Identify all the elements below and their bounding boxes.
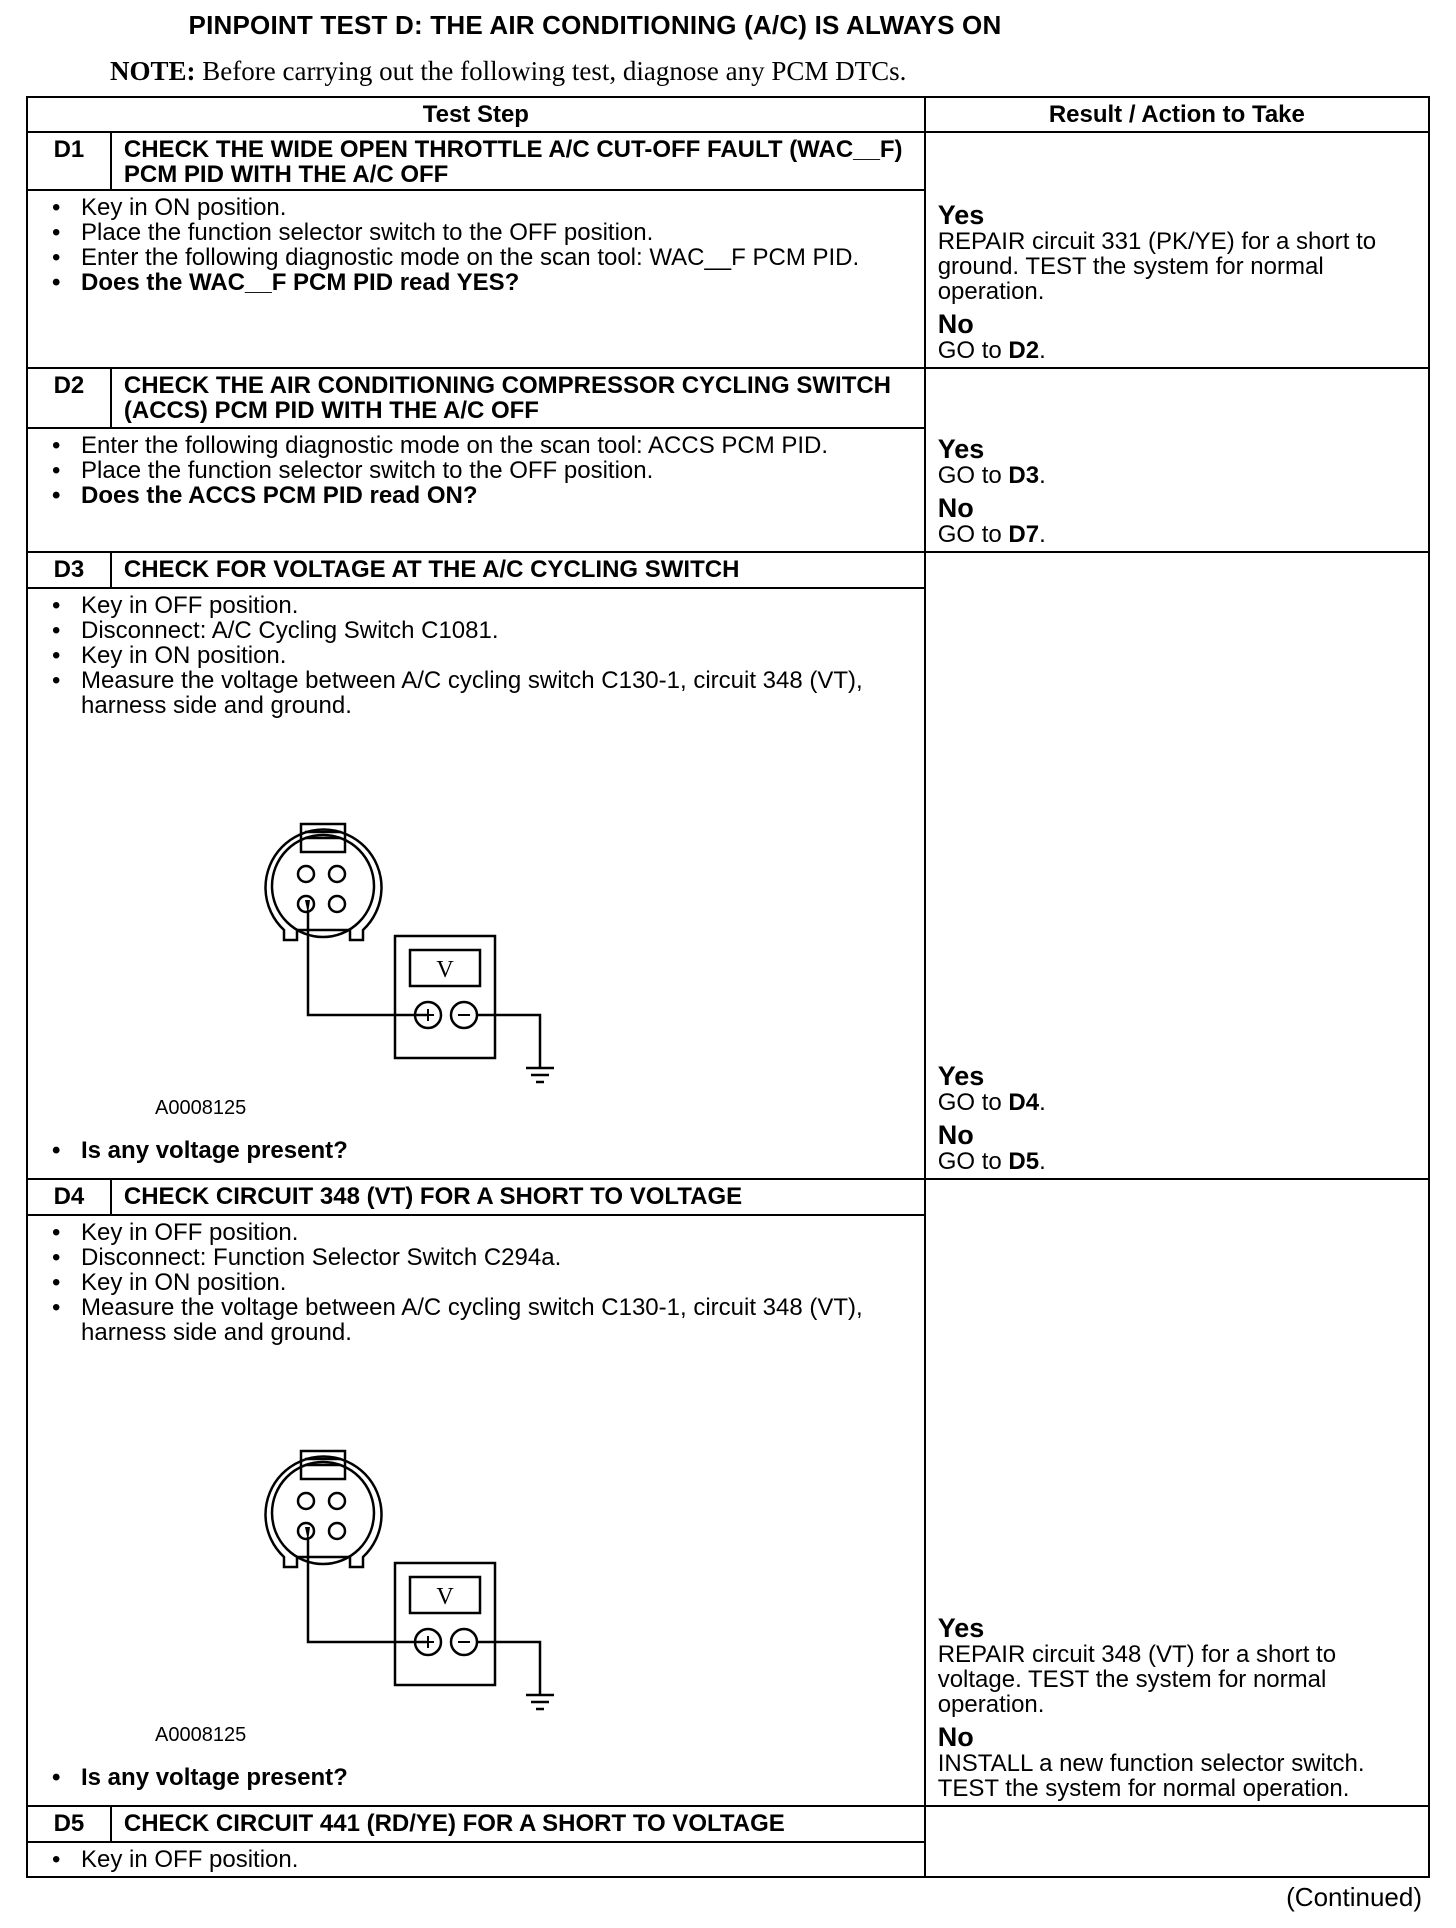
no-label: No <box>937 1722 974 1752</box>
yes-action: GO to D3. <box>937 462 1046 489</box>
step-list <box>40 195 914 295</box>
step-list <box>40 1220 914 1345</box>
no-label: No <box>937 1120 974 1150</box>
yes-label: Yes <box>937 434 985 464</box>
connector-pin <box>329 896 345 912</box>
yes-action: REPAIR circuit 331 (PK/YE) for a short to ground. TEST the system for normal operation. <box>937 228 1377 305</box>
step-d4-result <box>925 1179 1429 1806</box>
step-bullet: • Disconnect: A/C Cycling Switch C1081. <box>40 618 914 643</box>
test-step-header: Test Step <box>27 97 925 132</box>
step-title: CHECK FOR VOLTAGE AT THE A/C CYCLING SWITCH <box>111 552 925 588</box>
no-action: GO to D2. <box>937 337 1046 364</box>
yes-label: Yes <box>937 200 985 230</box>
step-id: D1 <box>27 132 111 190</box>
result-header: Result / Action to Take <box>925 97 1429 132</box>
connector-inner <box>272 835 374 937</box>
step-bullet: • Key in OFF position. <box>40 1220 914 1245</box>
step-d3-result <box>925 552 1429 1179</box>
connector-voltmeter-illustration <box>40 718 640 1088</box>
connector-pin <box>329 866 345 882</box>
connector-inner <box>272 1462 374 1564</box>
connector-pin <box>298 866 314 882</box>
step-d1-body <box>27 190 925 368</box>
ground-lead <box>477 1015 540 1068</box>
figure-id: A0008125 <box>155 1097 247 1119</box>
no-action: GO to D7. <box>937 521 1046 548</box>
step-title: CHECK CIRCUIT 441 (RD/YE) FOR A SHORT TO VOLTAGE <box>111 1806 925 1842</box>
step-d5-result <box>925 1806 1429 1877</box>
step-d1-result <box>925 132 1429 368</box>
step-bullet: • Measure the voltage between A/C cycling switch C130-1, circuit 348 (VT), harness side and ground. <box>40 668 914 718</box>
header-row <box>27 97 1429 132</box>
step-bullet: • Place the function selector switch to the OFF position. <box>40 458 914 483</box>
step-id: D4 <box>27 1179 111 1215</box>
step-d2-body <box>27 428 925 552</box>
voltmeter-label: V <box>436 1584 454 1610</box>
step-bullet: • Key in OFF position. <box>40 1847 914 1872</box>
yes-label: Yes <box>937 1061 985 1091</box>
step-bullet: • Enter the following diagnostic mode on the scan tool: ACCS PCM PID. <box>40 433 914 458</box>
voltage-measurement-diagram <box>40 718 914 1138</box>
yes-label: Yes <box>937 1613 985 1643</box>
note-text: Before carrying out the following test, diagnose any PCM DTCs. <box>202 56 907 86</box>
connector-outline <box>266 830 382 940</box>
step-bullet: • Disconnect: Function Selector Switch C294a. <box>40 1245 914 1270</box>
yes-action: REPAIR circuit 348 (VT) for a short to voltage. TEST the system for normal operation. <box>937 1641 1337 1718</box>
connector-voltmeter-illustration <box>40 1345 640 1715</box>
step-d5-title-row <box>27 1806 1429 1842</box>
step-d2-result <box>925 368 1429 552</box>
step-title: CHECK THE WIDE OPEN THROTTLE A/C CUT-OFF FAULT (WAC__F) PCM PID WITH THE A/C OFF <box>111 132 925 190</box>
step-d1-title-row <box>27 132 1429 190</box>
step-question: • Is any voltage present? <box>40 1765 914 1790</box>
step-d2-title-row <box>27 368 1429 428</box>
step-id: D5 <box>27 1806 111 1842</box>
ground-lead <box>477 1642 540 1695</box>
step-title: CHECK THE AIR CONDITIONING COMPRESSOR CYCLING SWITCH (ACCS) PCM PID WITH THE A/C OFF <box>111 368 925 428</box>
step-bullet: • Measure the voltage between A/C cycling switch C130-1, circuit 348 (VT), harness side and ground. <box>40 1295 914 1345</box>
step-bullet: • Place the function selector switch to the OFF position. <box>40 220 914 245</box>
step-bullet: • Key in ON position. <box>40 1270 914 1295</box>
step-d4-body <box>27 1215 925 1806</box>
step-id: D3 <box>27 552 111 588</box>
connector-pin <box>329 1493 345 1509</box>
figure-id: A0008125 <box>155 1724 247 1746</box>
step-id: D2 <box>27 368 111 428</box>
step-bullet: • Enter the following diagnostic mode on the scan tool: WAC__F PCM PID. <box>40 245 914 270</box>
step-d4-title-row <box>27 1179 1429 1215</box>
continued-label: (Continued) <box>1286 1882 1422 1912</box>
step-d5-body <box>27 1842 925 1877</box>
no-label: No <box>937 493 974 523</box>
note <box>110 56 906 87</box>
connector-outline <box>266 1457 382 1567</box>
step-question: • Does the ACCS PCM PID read ON? <box>40 483 914 508</box>
no-action: INSTALL a new function selector switch. TEST the system for normal operation. <box>937 1750 1365 1802</box>
voltmeter-label: V <box>436 957 454 983</box>
step-list <box>40 1138 914 1163</box>
note-label: NOTE: <box>110 56 196 86</box>
no-action: GO to D5. <box>937 1148 1046 1175</box>
step-list <box>40 433 914 508</box>
step-d3-title-row <box>27 552 1429 588</box>
pinpoint-test-table <box>26 96 1430 1878</box>
step-list <box>40 593 914 718</box>
connector-pin <box>298 1493 314 1509</box>
step-bullet: • Key in ON position. <box>40 643 914 668</box>
step-list <box>40 1765 914 1790</box>
step-title: CHECK CIRCUIT 348 (VT) FOR A SHORT TO VOLTAGE <box>111 1179 925 1215</box>
step-bullet: • Key in OFF position. <box>40 593 914 618</box>
step-question: • Is any voltage present? <box>40 1138 914 1163</box>
no-label: No <box>937 309 974 339</box>
step-list <box>40 1847 914 1872</box>
step-question: • Does the WAC__F PCM PID read YES? <box>40 270 914 295</box>
yes-action: GO to D4. <box>937 1089 1046 1116</box>
page-title: PINPOINT TEST D: THE AIR CONDITIONING (A/C) IS ALWAYS ON <box>188 10 1002 40</box>
step-d3-body <box>27 588 925 1179</box>
voltage-measurement-diagram <box>40 1345 914 1765</box>
connector-pin <box>329 1523 345 1539</box>
step-bullet: • Key in ON position. <box>40 195 914 220</box>
